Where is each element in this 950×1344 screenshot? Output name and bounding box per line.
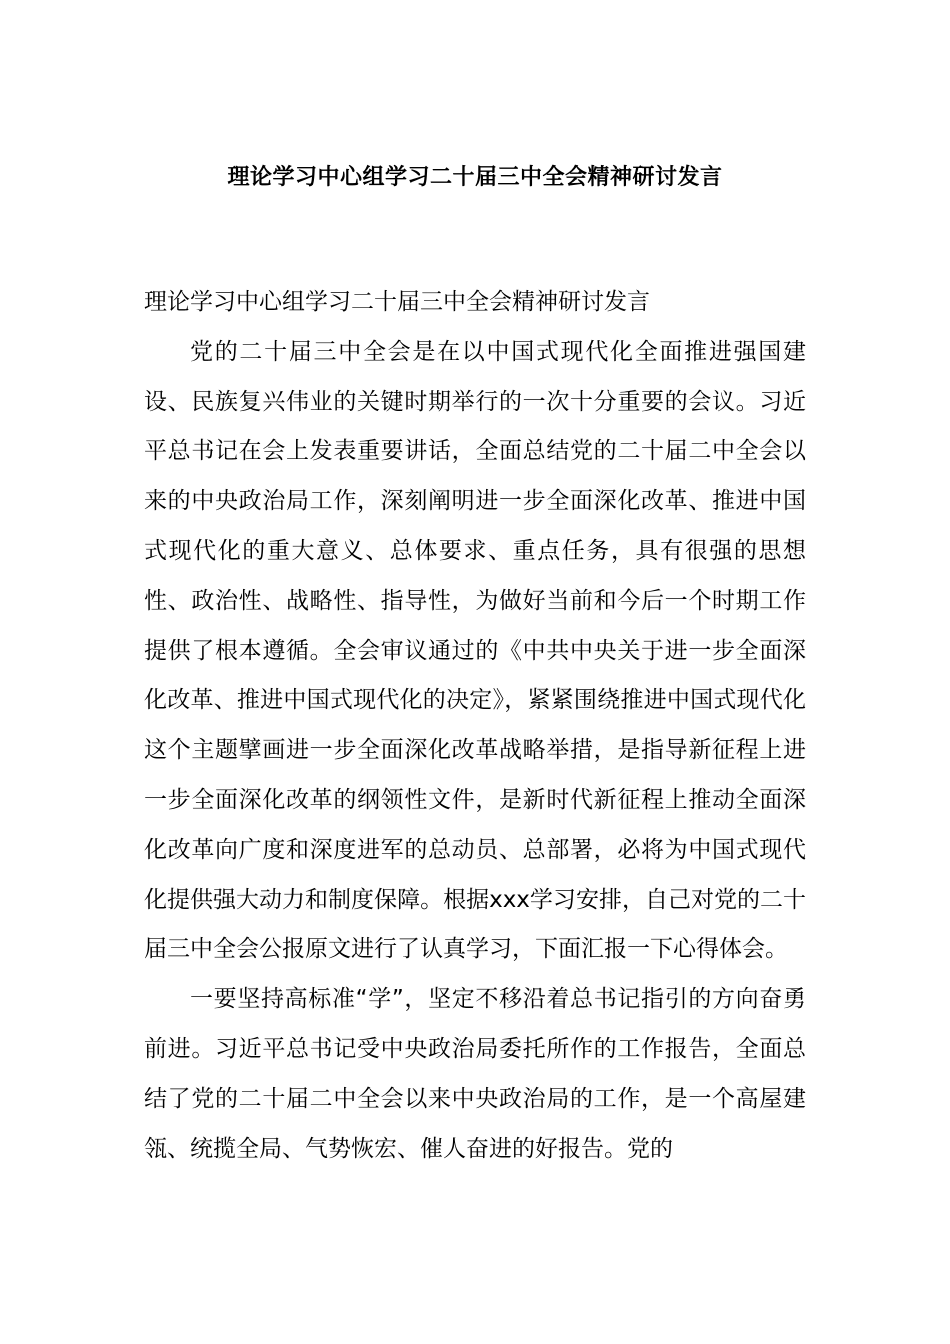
document-title: 理论学习中心组学习二十届三中全会精神研讨发言 — [227, 165, 723, 190]
paragraph-1: 党的二十届三中全会是在以中国式现代化全面推进强国建设、民族复兴伟业的关键时期举行的一次十分重要的会议。习近平总书记在会上发表重要讲话，全面总结党的二十届二中全会以来的中央政治局工作，深刻阐明进一步全面深化改革、推进中国式现代化的重大意义、总体要求、重点任务，具有很强的思想性、政治性、战略性、指导性，为做好当前和今后一个时期工作提供了根本遵循。全会审议通过的《中共中央关于进一步全面深化改革、推进中国式现代化的决定》，紧紧围绕推进中国式现代化这个主题擘画进一步全面深化改革战略举措，是指导新征程上进一步全面深化改革的纲领性文件，是新时代新征程上推动全面深化改革向广度和深度进军的总动员、总部署，必将为中国式现代化提供强大动力和制度保障。根据xxx学习安排，自己对党的二十届三中全会公报原文进行了认真学习，下面汇报一下心得体会。 — [144, 338, 806, 963]
paragraph-2: 一要坚持高标准“学”，坚定不移沿着总书记指引的方向奋勇前进。习近平总书记受中央政治局委托所作的工作报告，全面总结了党的二十届二中全会以来中央政治局的工作，是一个高屋建瓴、统揽全局、气势恢宏、催人奋进的好报告。党的 — [144, 986, 806, 1162]
document-body — [144, 278, 806, 1174]
document-subtitle: 理论学习中心组学习二十届三中全会精神研讨发言 — [144, 289, 650, 315]
